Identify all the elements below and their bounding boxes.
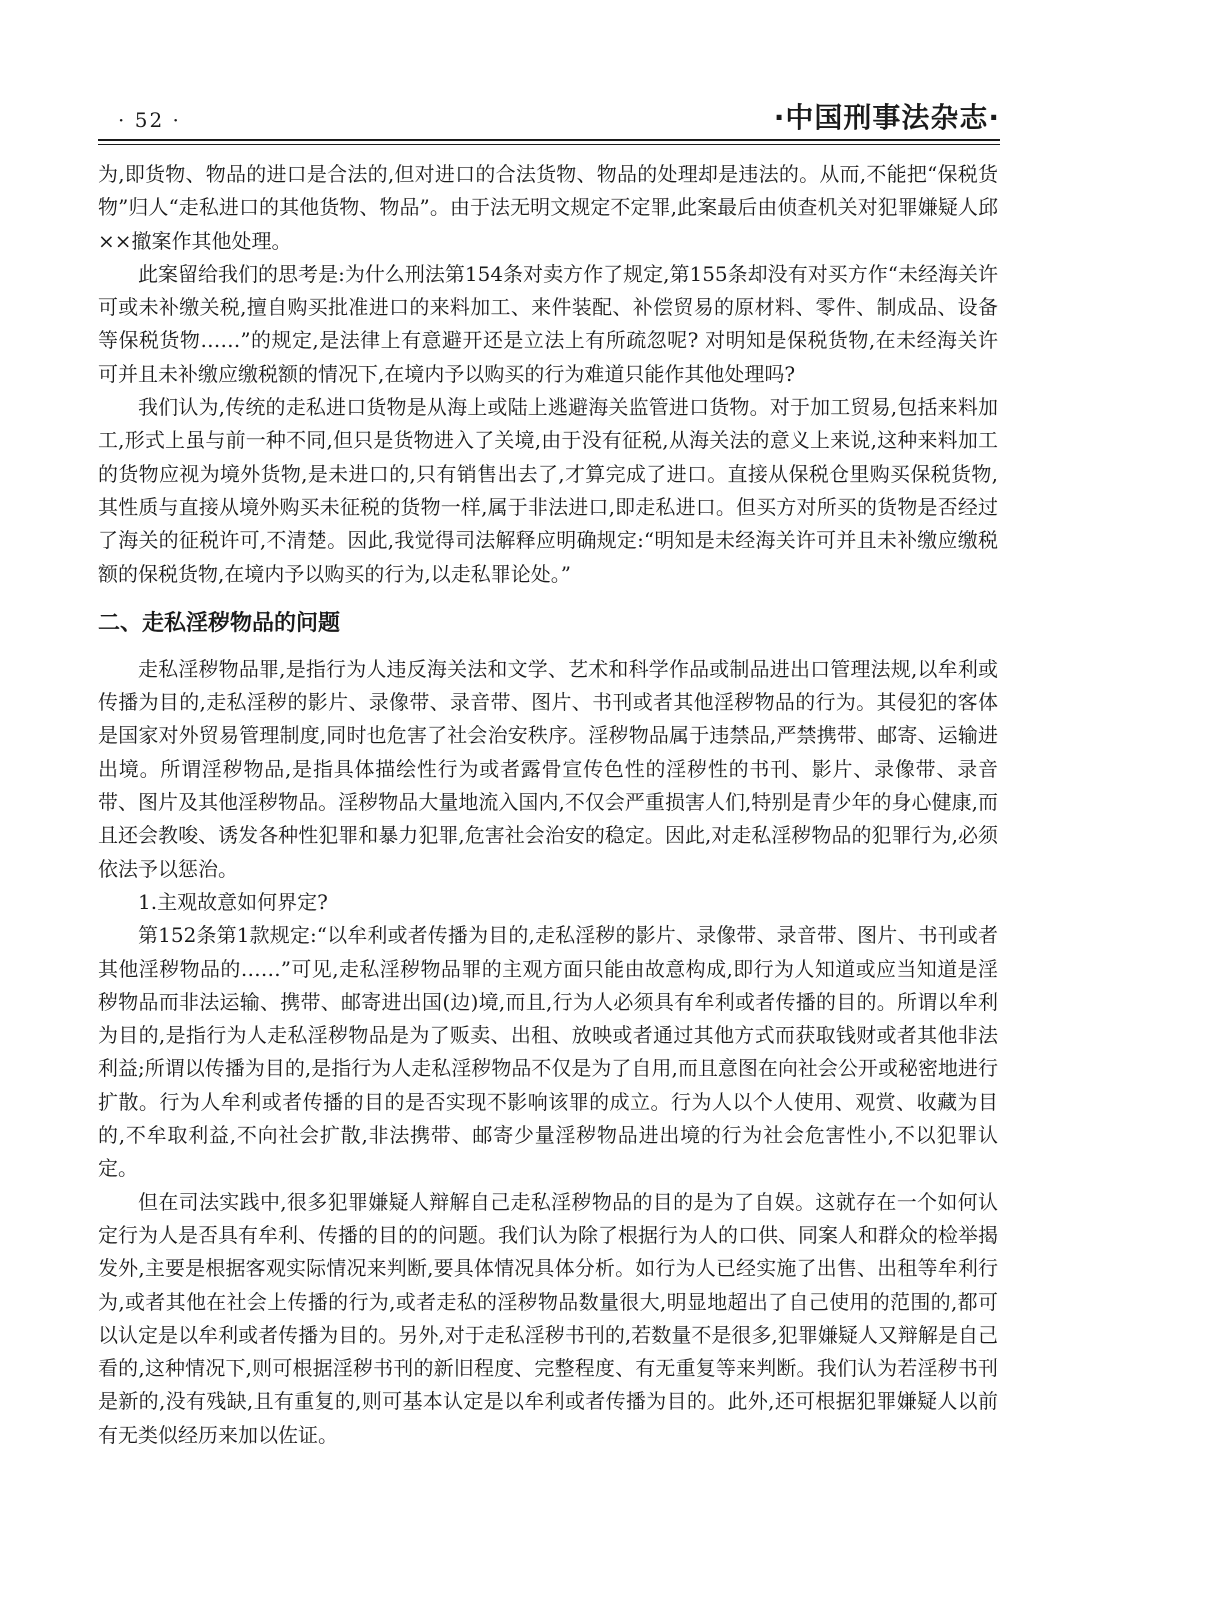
section-heading: 二、走私淫秽物品的问题: [98, 610, 341, 636]
header-rule-thin: [98, 144, 1000, 145]
page-number: · 52 ·: [118, 108, 181, 132]
paragraph-2: 此案留给我们的思考是:为什么刑法第154条对卖方作了规定,第155条却没有对买方作“未经海关许可或未补缴关税,擅自购买批准进口的来料加工、来件装配、补偿贸易的原材料、零件、制成品、设备等保税货物……”的规定,是法律上有意避开还是立法上有所疏忽呢? 对明知是保税货物,在未经海关许可并且未补缴应缴税额的情况下,在境内予以购买的行为难道只能作其他处理吗?: [98, 261, 998, 386]
article-body: [98, 158, 998, 1452]
paragraph-3: 我们认为,传统的走私进口货物是从海上或陆上逃避海关监管进口货物。对于加工贸易,包括来料加工,形式上虽与前一种不同,但只是货物进入了关境,由于没有征税,从海关法的意义上来说,这种来料加工的货物应视为境外货物,是未进口的,只有销售出去了,才算完成了进口。直接从保税仓里购买保税货物,其性质与直接从境外购买未征税的货物一样,属于非法进口,即走私进口。但买方对所买的货物是否经过了海关的征税许可,不清楚。因此,我觉得司法解释应明确规定:“明知是未经海关许可并且未补缴应缴税额的保税货物,在境内予以购买的行为,以走私罪论处。”: [98, 395, 998, 586]
paragraph-6: 但在司法实践中,很多犯罪嫌疑人辩解自己走私淫秽物品的目的是为了自娱。这就存在一个如何认定行为人是否具有牟利、传播的目的的问题。我们认为除了根据行为人的口供、同案人和群众的检举揭发外,主要是根据客观实际情况来判断,要具体情况具体分析。如行为人已经实施了出售、出租等牟利行为,或者其他在社会上传播的行为,或者走私的淫秽物品数量很大,明显地超出了自己使用的范围的,都可以认定是以牟利或者传播为目的。另外,对于走私淫秽书刊的,若数量不是很多,犯罪嫌疑人又辩解是自己看的,这种情况下,则可根据淫秽书刊的新旧程度、完整程度、有无重复等来判断。我们认为若淫秽书刊是新的,没有残缺,且有重复的,则可基本认定是以牟利或者传播为目的。此外,还可根据犯罪嫌疑人以前有无类似经历来加以佐证。: [98, 1189, 998, 1447]
paragraph-4: 走私淫秽物品罪,是指行为人违反海关法和文学、艺术和科学作品或制品进出口管理法规,以牟利或传播为目的,走私淫秽的影片、录像带、录音带、图片、书刊或者其他淫秽物品的行为。其侵犯的客体是国家对外贸易管理制度,同时也危害了社会治安秩序。淫秽物品属于违禁品,严禁携带、邮寄、运输进出境。所谓淫秽物品,是指具体描绘性行为或者露骨宣传色性的淫秽性的书刊、影片、录像带、录音带、图片及其他淫秽物品。淫秽物品大量地流入国内,不仅会严重损害人们,特别是青少年的身心健康,而且还会教唆、诱发各种性犯罪和暴力犯罪,危害社会治安的稳定。因此,对走私淫秽物品的犯罪行为,必须依法予以惩治。: [98, 656, 998, 881]
paragraph-1: 为,即货物、物品的进口是合法的,但对进口的合法货物、物品的处理却是违法的。从而,不能把“保税货物”归人“走私进口的其他货物、物品”。由于法无明文规定不定罪,此案最后由侦查机关对犯罪嫌疑人邱××撤案作其他处理。: [98, 162, 998, 253]
journal-title: ·中国刑事法杂志·: [773, 101, 1000, 134]
subheading: 1.主观故意如何界定?: [138, 889, 328, 914]
header-rule: [98, 139, 1000, 141]
paragraph-5: 第152条第1款规定:“以牟利或者传播为目的,走私淫秽的影片、录像带、录音带、图片、书刊或者其他淫秽物品的……”可见,走私淫秽物品罪的主观方面只能由故意构成,即行为人知道或应当知道是淫秽物品而非法运输、携带、邮寄进出国(边)境,而且,行为人必须具有牟利或者传播的目的。所谓以牟利为目的,是指行为人走私淫秽物品是为了贩卖、出租、放映或者通过其他方式而获取钱财或者其他非法利益;所谓以传播为目的,是指行为人走私淫秽物品不仅是为了自用,而且意图在向社会公开或秘密地进行扩散。行为人牟利或者传播的目的是否实现不影响该罪的成立。行为人以个人使用、观赏、收藏为目的,不牟取利益,不向社会扩散,非法携带、邮寄少量淫秽物品进出境的行为社会危害性小,不以犯罪认定。: [98, 923, 998, 1181]
